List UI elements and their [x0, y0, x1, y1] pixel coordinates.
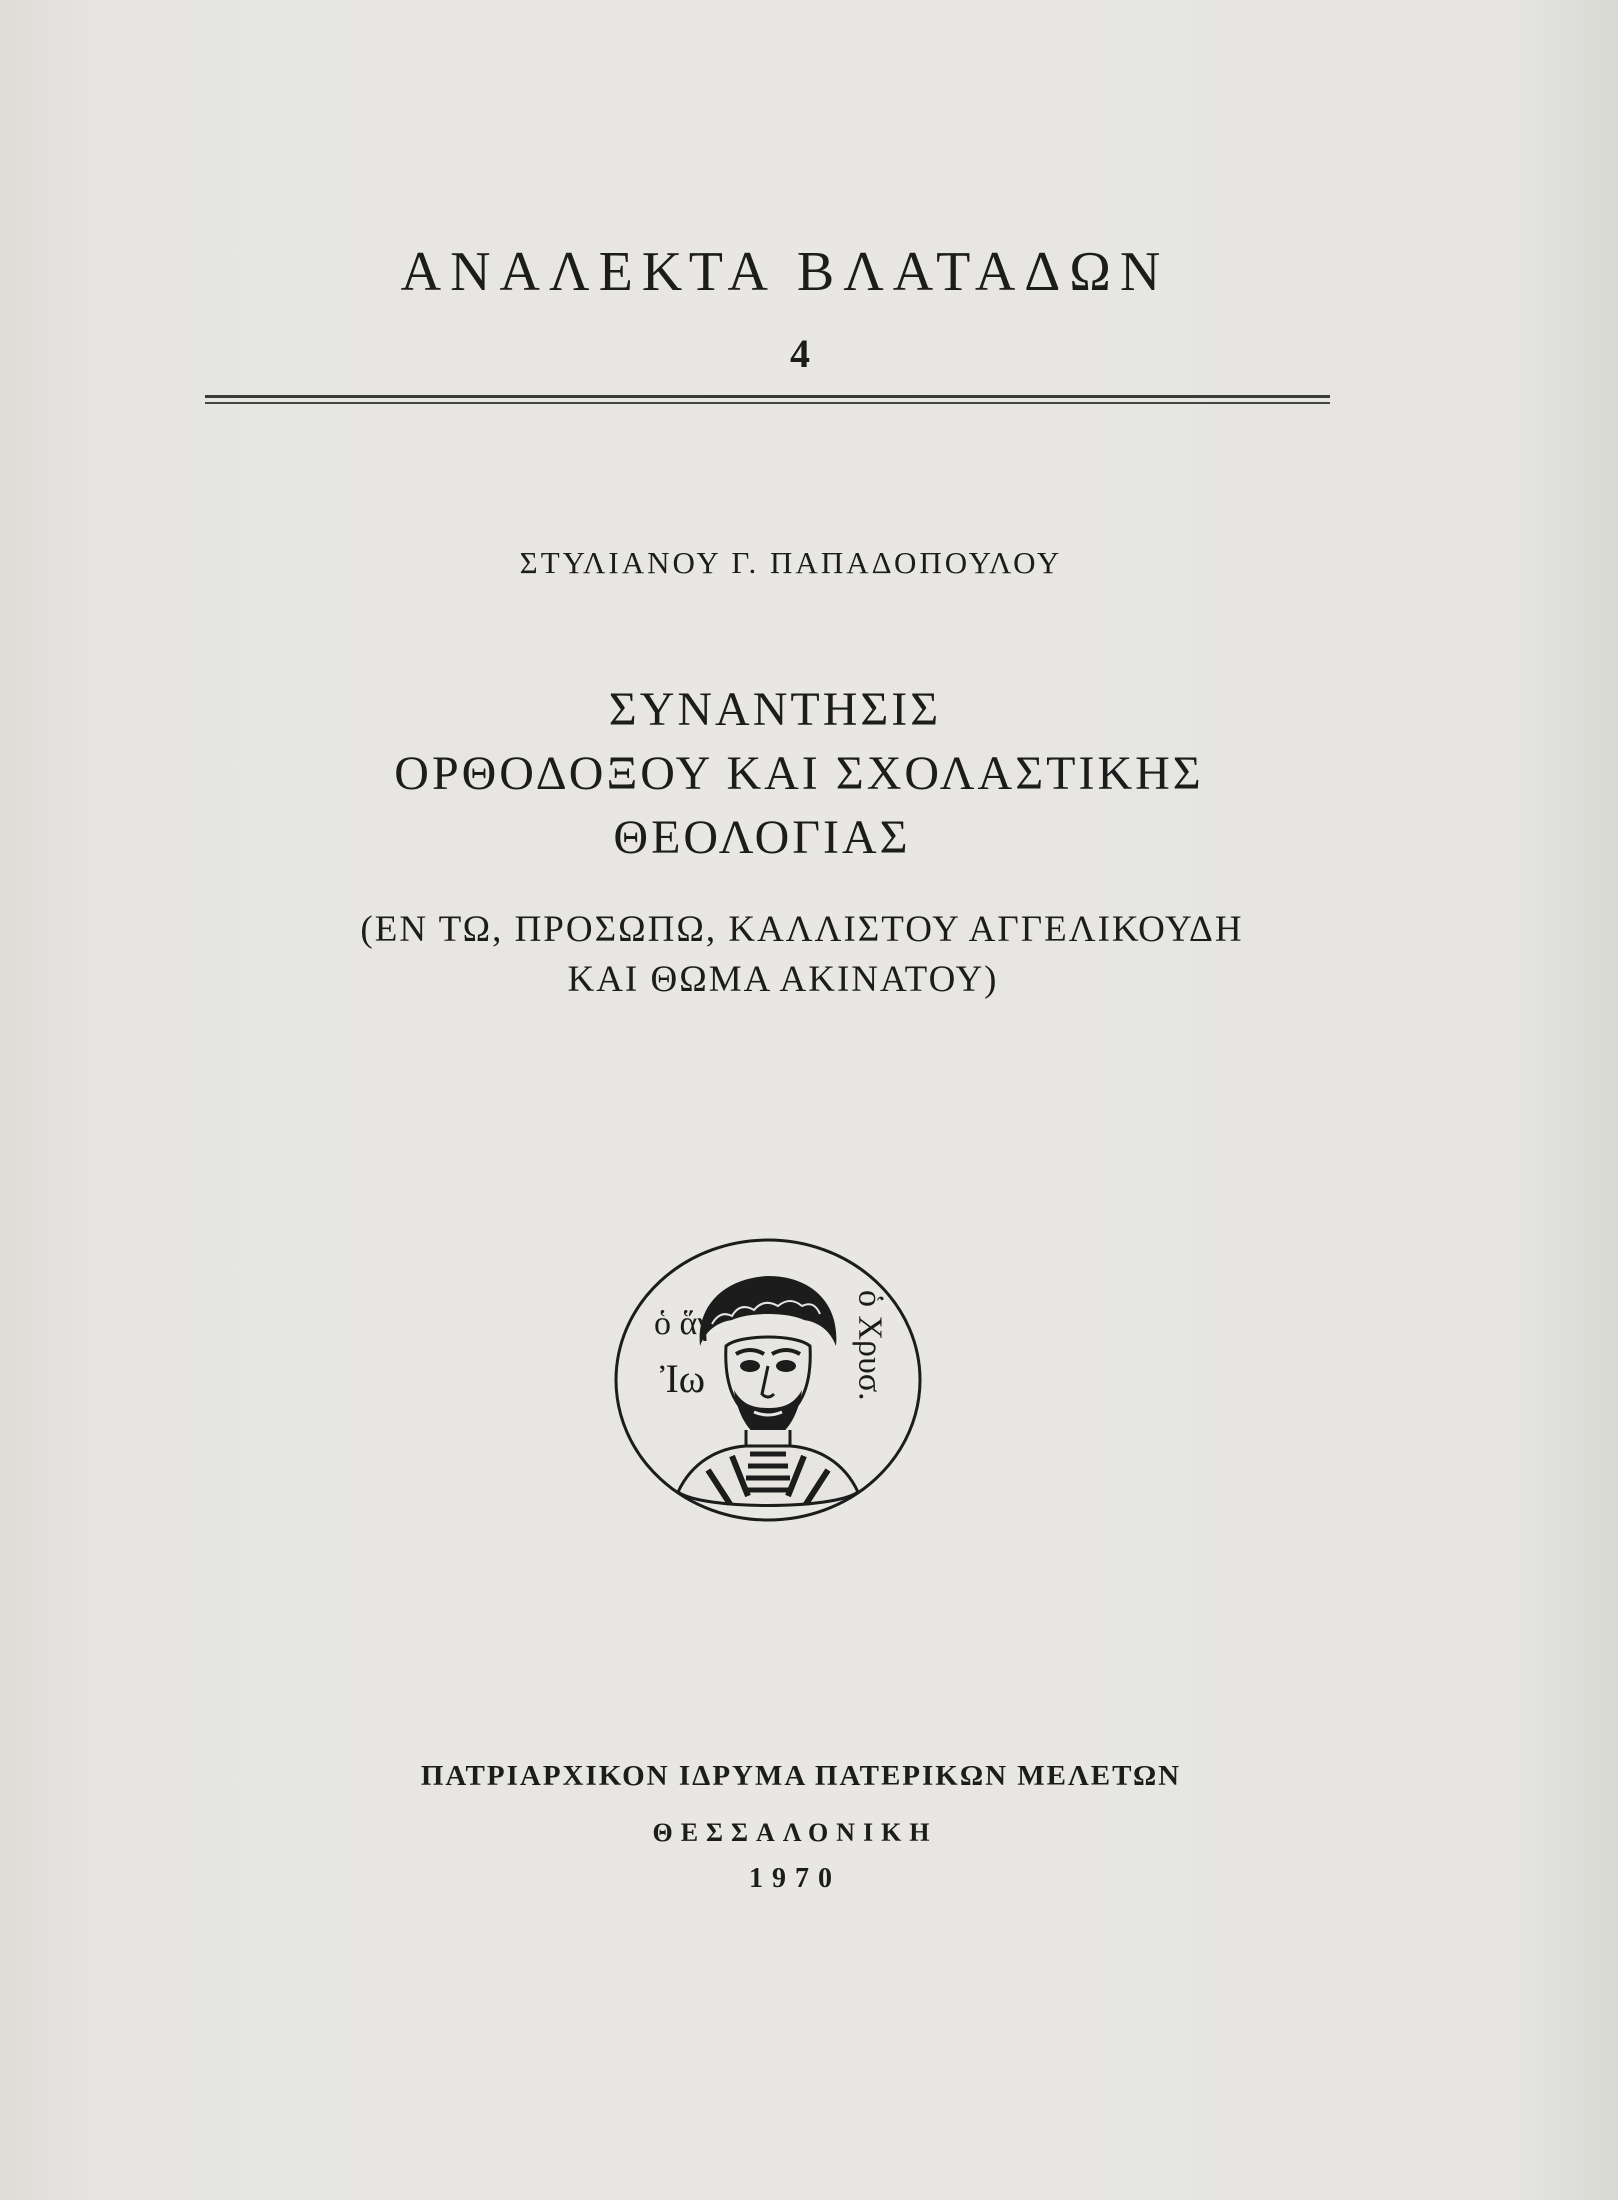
- double-rule-divider: [205, 395, 1330, 407]
- publisher-name: ΠΑΤΡΙΑΡΧΙΚΟΝ ΙΔΡΥΜΑ ΠΑΤΕΡΙΚΩΝ ΜΕΛΕΤΩΝ: [420, 1760, 1182, 1792]
- right-inscription: ὁ Χρυσ.: [851, 1290, 889, 1401]
- series-number: 4: [790, 331, 810, 376]
- book-title-line-1: ΣΥΝΑΝΤΗΣΙΣ: [608, 683, 942, 736]
- book-title-line-2: ΟΡΘΟΔΟΞΟΥ ΚΑΙ ΣΧΟΛΑΣΤΙΚΗΣ: [394, 747, 1204, 800]
- rule-line-top: [205, 395, 1330, 398]
- subtitle-line-2: ΚΑΙ ΘΩΜΑ ΑΚΙΝΑΤΟΥ): [567, 959, 999, 1000]
- rule-line-bottom: [205, 402, 1330, 404]
- author-name: ΣΤΥΛΙΑΝΟΥ Γ. ΠΑΠΑΔΟΠΟΥΛΟΥ: [519, 545, 1063, 580]
- left-inscription-top: ὁ ἅγ: [654, 1305, 713, 1342]
- saint-portrait-medallion-icon: [608, 1234, 928, 1526]
- series-title: ΑΝΑΛΕΚΤΑ ΒΛΑΤΑΔΩΝ: [400, 241, 1170, 303]
- subtitle-line-1: (ΕΝ ΤΩ, ΠΡΟΣΩΠΩ, ΚΑΛΛΙΣΤΟΥ ΑΓΓΕΛΙΚΟΥΔΗ: [360, 909, 1244, 950]
- publication-city: ΘΕΣΣΑΛΟΝΙΚΗ: [652, 1818, 938, 1847]
- publication-year: 1970: [749, 1863, 841, 1894]
- book-title-line-3: ΘΕΟΛΟΓΙΑΣ: [613, 811, 911, 864]
- left-inscription-bottom: Ἰω: [660, 1356, 706, 1401]
